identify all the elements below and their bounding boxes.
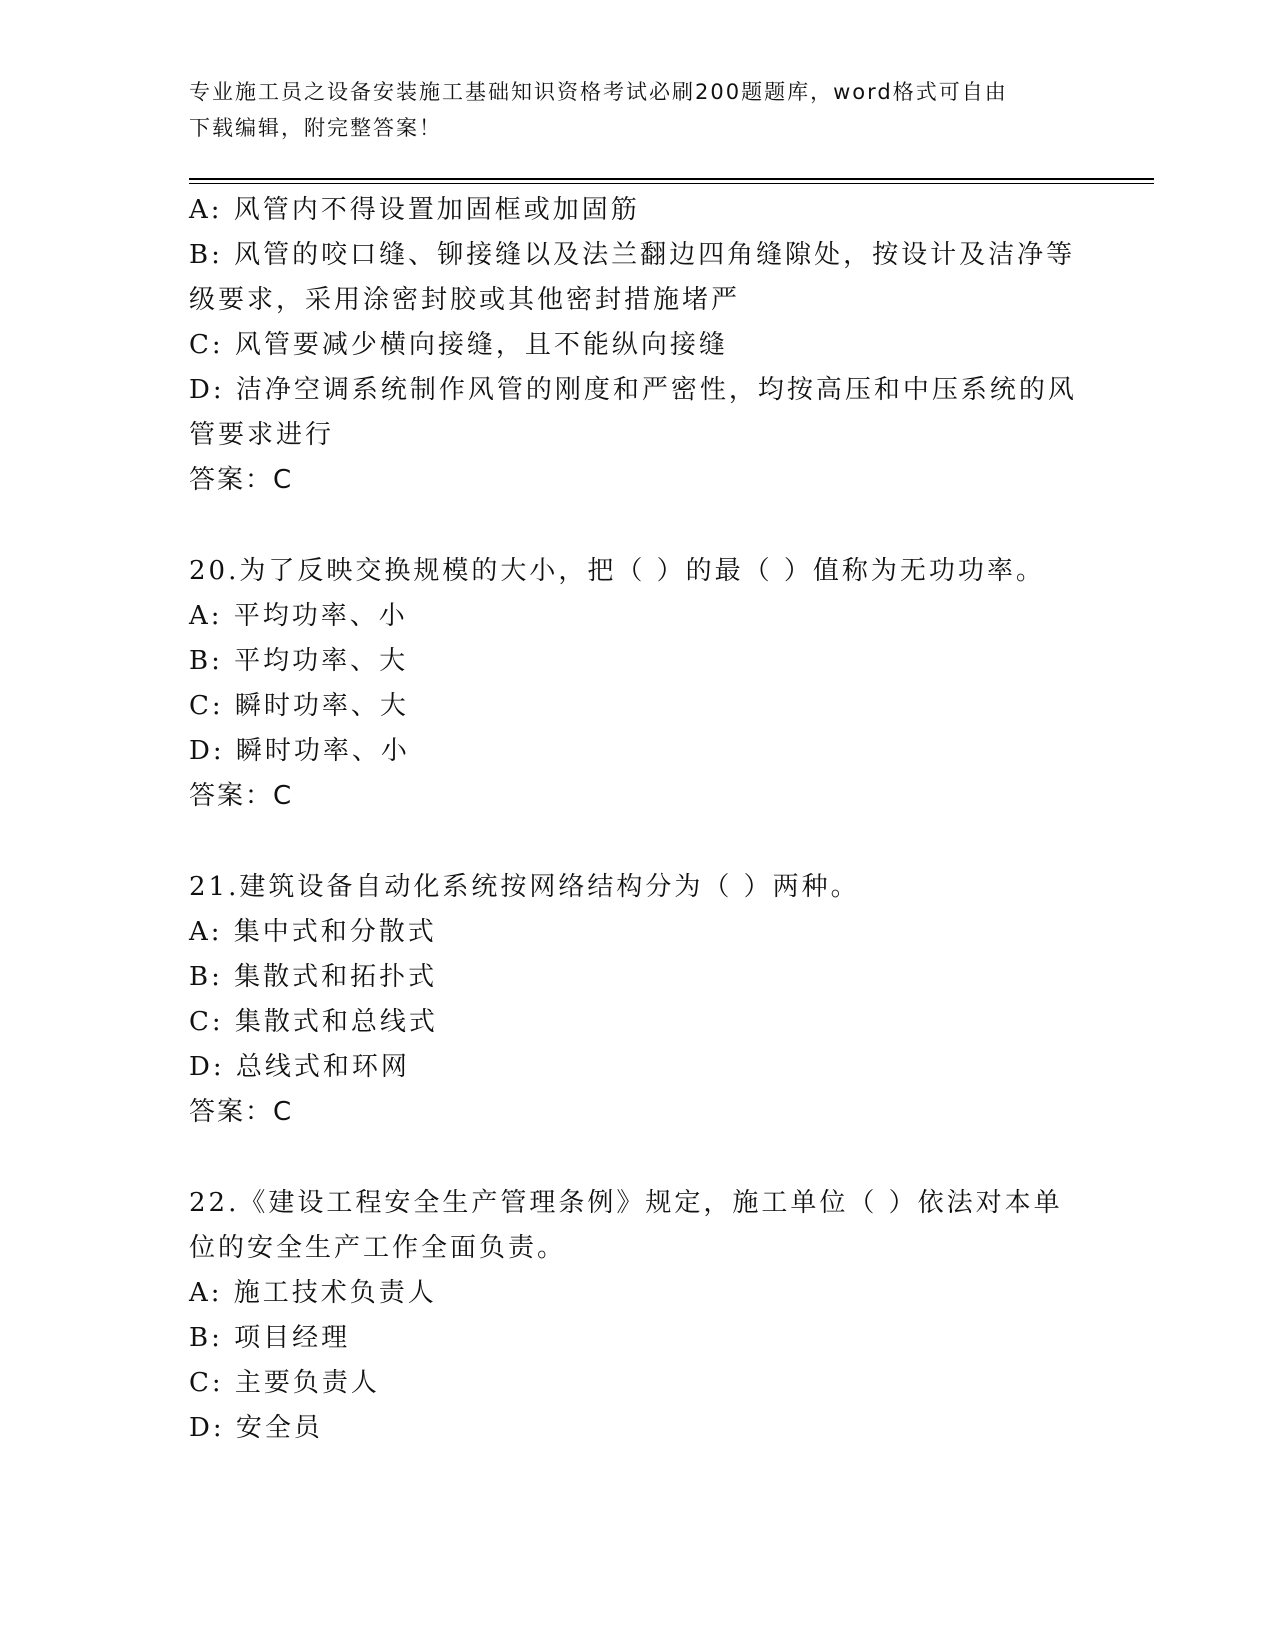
option-d: D: 洁净空调系统制作风管的刚度和严密性，均按高压和中压系统的风: [189, 375, 1077, 405]
question-stem-continued: 位的安全生产工作全面负责。: [189, 1233, 567, 1263]
option-a: A: 施工技术负责人: [189, 1278, 437, 1308]
option-b-continued: 级要求，采用涂密封胶或其他密封措施堵严: [189, 285, 741, 315]
option-c: C: 瞬时功率、大: [189, 691, 409, 721]
question-block-22: [189, 1181, 1089, 1451]
option-d-continued: 管要求进行: [189, 420, 335, 450]
option-c: C: 集散式和总线式: [189, 1007, 438, 1037]
question-stem: 21.建筑设备自动化系统按网络结构分为（ ）两种。: [189, 872, 860, 902]
option-d: D: 安全员: [189, 1413, 323, 1443]
option-b: B: 平均功率、大: [189, 646, 409, 676]
option-a: A: 平均功率、小: [189, 601, 408, 631]
header-divider-thin: [189, 183, 1154, 184]
answer: 答案：C: [189, 781, 294, 811]
question-list: [189, 188, 1089, 1451]
header-line-2: 下载编辑，附完整答案！: [189, 116, 442, 140]
option-b: B: 项目经理: [189, 1323, 351, 1353]
question-stem: 20.为了反映交换规模的大小，把（ ）的最（ ）值称为无功功率。: [189, 556, 1045, 586]
option-a: A: 集中式和分散式: [189, 917, 437, 947]
question-block-21: [189, 865, 1089, 1135]
question-stem: 22.《建设工程安全生产管理条例》规定，施工单位（ ）依法对本单: [189, 1188, 1063, 1218]
option-b: B: 风管的咬口缝、铆接缝以及法兰翻边四角缝隙处，按设计及洁净等: [189, 240, 1076, 270]
option-d: D: 瞬时功率、小: [189, 736, 410, 766]
option-c: C: 主要负责人: [189, 1368, 380, 1398]
answer: 答案：C: [189, 465, 294, 495]
question-block-19: [189, 188, 1089, 503]
option-a: A: 风管内不得设置加固框或加固筋: [189, 195, 640, 225]
option-d: D: 总线式和环网: [189, 1052, 410, 1082]
document-header: [189, 74, 1069, 146]
question-block-20: [189, 549, 1089, 819]
answer: 答案：C: [189, 1097, 294, 1127]
header-line-1: 专业施工员之设备安装施工基础知识资格考试必刷200题题库，word格式可自由: [189, 80, 1008, 104]
option-b: B: 集散式和拓扑式: [189, 962, 438, 992]
header-divider-thick: [189, 178, 1154, 180]
option-c: C: 风管要减少横向接缝，且不能纵向接缝: [189, 330, 728, 360]
